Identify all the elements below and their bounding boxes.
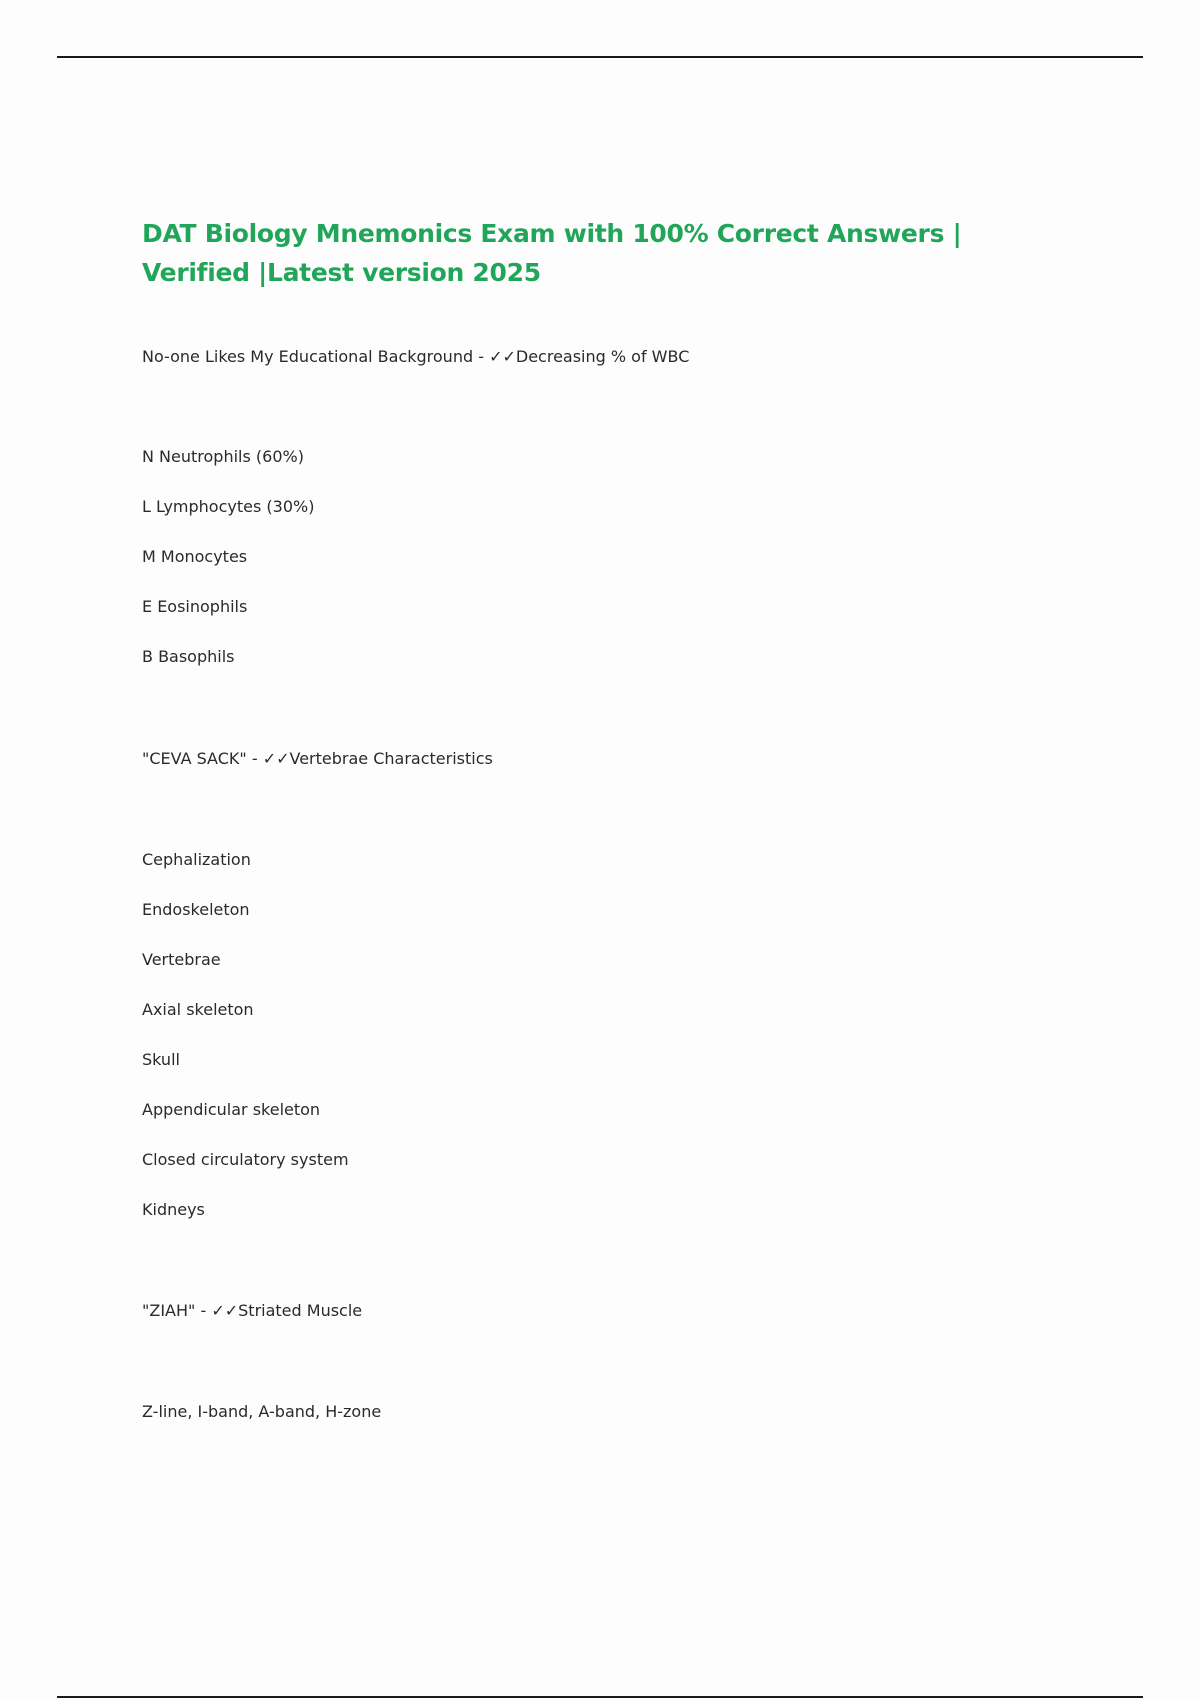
list-item: Appendicular skeleton — [142, 1100, 321, 1119]
check-icon: ✓✓ — [262, 749, 290, 768]
header-rule — [57, 56, 1143, 58]
question-answer: Decreasing % of WBC — [515, 347, 690, 366]
list-item: Endoskeleton — [142, 900, 250, 919]
question-prompt: "ZIAH" - — [142, 1301, 212, 1320]
list-item: E Eosinophils — [142, 597, 248, 616]
list-item: Z-line, I-band, A-band, H-zone — [142, 1402, 382, 1421]
question-vertebrae — [142, 749, 493, 769]
question-answer: Striated Muscle — [238, 1301, 363, 1320]
list-item: Cephalization — [142, 850, 251, 869]
document-title: DAT Biology Mnemonics Exam with 100% Correct Answers | Verified |Latest version 2025 — [142, 219, 962, 287]
check-icon: ✓✓ — [489, 347, 516, 366]
list-item: B Basophils — [142, 647, 235, 666]
question-answer: Vertebrae Characteristics — [289, 749, 493, 768]
list-item: N Neutrophils (60%) — [142, 447, 304, 466]
question-wbc — [142, 347, 689, 367]
list-item: Kidneys — [142, 1200, 205, 1219]
list-item: Skull — [142, 1050, 180, 1069]
list-item: M Monocytes — [142, 547, 248, 566]
list-item: Vertebrae — [142, 950, 221, 969]
question-prompt: No-one Likes My Educational Background - — [142, 347, 490, 366]
list-item: Axial skeleton — [142, 1000, 254, 1019]
question-striated-muscle — [142, 1301, 362, 1321]
question-prompt: "CEVA SACK" - — [142, 749, 263, 768]
check-icon: ✓✓ — [211, 1301, 239, 1320]
list-item: Closed circulatory system — [142, 1150, 349, 1169]
footer-rule — [57, 1696, 1143, 1698]
list-item: L Lymphocytes (30%) — [142, 497, 315, 516]
